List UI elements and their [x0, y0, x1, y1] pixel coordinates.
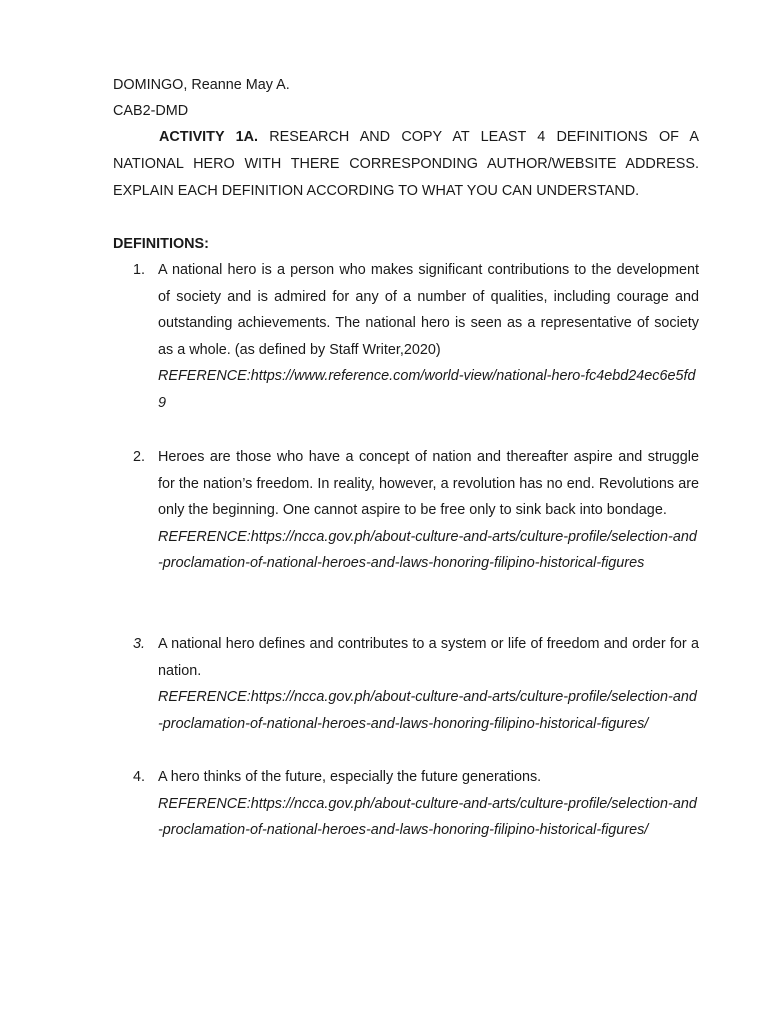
definition-reference: REFERENCE:https://ncca.gov.ph/about-culture-and-arts/culture-profile/selection-and-proclamation-of-national-heroes-and-laws-honoring-filipino-historical-figures/	[158, 795, 697, 839]
definition-number: 3.	[133, 636, 146, 652]
definition-text: A national hero is a person who makes significant contributions to the development of society and is admired for any of a number of qualities, including courage and outstanding achievements. The national hero is seen as a representative of society as a whole. (as defined by Staff Writer,2020)	[158, 262, 699, 358]
definitions-heading: DEFINITIONS:	[113, 236, 209, 252]
definition-item	[113, 631, 699, 737]
definition-reference: REFERENCE:https://ncca.gov.ph/about-culture-and-arts/culture-profile/selection-and-proclamation-of-national-heroes-and-laws-honoring-filipino-historical-figures/	[158, 689, 697, 732]
definition-item	[113, 444, 699, 577]
definition-item	[113, 764, 699, 844]
student-section: CAB2-DMD	[113, 103, 189, 119]
definition-number: 4.	[133, 769, 146, 785]
definition-reference: REFERENCE:https://www.reference.com/world-view/national-hero-fc4ebd24ec6e5fd9	[158, 368, 696, 411]
definition-reference: REFERENCE:https://ncca.gov.ph/about-culture-and-arts/culture-profile/selection-and-proclamation-of-national-heroes-and-laws-honoring-filipino-historical-figures	[158, 528, 697, 572]
definition-text: A hero thinks of the future, especially the future generations.	[158, 769, 542, 785]
definition-text: A national hero defines and contributes to a system or life of freedom and order for a nation.	[158, 636, 699, 679]
definition-item	[113, 257, 699, 417]
definition-text: Heroes are those who have a concept of nation and thereafter aspire and struggle for the nation’s freedom. In reality, however, a revolution has no end. Revolutions are only the beginning. One cannot aspire to be free only to sink back into bondage.	[158, 449, 699, 519]
student-name: DOMINGO, Reanne May A.	[113, 77, 290, 93]
activity-label: ACTIVITY 1A.	[159, 129, 258, 145]
activity-instructions	[113, 124, 699, 204]
definition-number: 2.	[133, 449, 146, 465]
activity-text: RESEARCH AND COPY AT LEAST 4 DEFINITIONS OF A NATIONAL HERO WITH THERE CORRESPONDING AUTHOR/WEBSITE ADDRESS. EXPLAIN EACH DEFINITION ACCORDING TO WHAT YOU CAN UNDERSTAND.	[113, 129, 700, 199]
definition-number: 1.	[133, 262, 146, 278]
